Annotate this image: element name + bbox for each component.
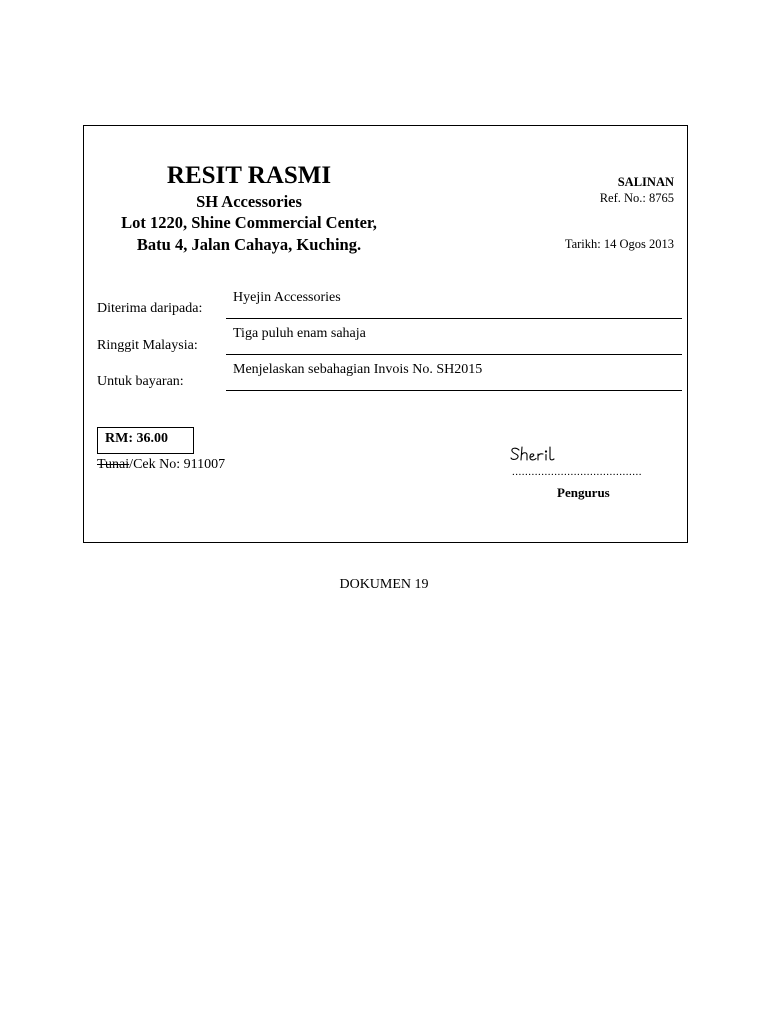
purpose-line: [226, 355, 682, 391]
amount-value: RM: 36.00: [105, 431, 168, 446]
amount-box: [97, 427, 194, 454]
purpose-value: Menjelaskan sebahagian Invois No. SH2015: [233, 362, 483, 377]
ringgit-line: [226, 319, 682, 355]
payment-separator: /: [129, 457, 134, 472]
company-name: SH Accessories: [196, 192, 302, 211]
signature-image: [509, 442, 579, 466]
ringgit-label: Ringgit Malaysia:: [97, 338, 198, 353]
official-receipt: [83, 125, 688, 543]
signatory-title: Pengurus: [557, 485, 610, 500]
company-address-line2: Batu 4, Jalan Cahaya, Kuching.: [136, 235, 362, 254]
company-address-line1: Lot 1220, Shine Commercial Center,: [121, 213, 377, 232]
purpose-label: Untuk bayaran:: [97, 374, 184, 389]
reference-number: Ref. No.: 8765: [599, 191, 674, 205]
received-from-line: [226, 283, 682, 319]
ringgit-value: Tiga puluh enam sahaja: [233, 326, 366, 341]
received-from-value: Hyejin Accessories: [233, 290, 341, 305]
cheque-number: Cek No: 911007: [133, 457, 226, 472]
receipt-date: Tarikh: 14 Ogos 2013: [564, 237, 674, 251]
payment-method: [97, 456, 225, 474]
receipt-title: RESIT RASMI: [166, 162, 332, 189]
copy-label: SALINAN: [617, 175, 674, 189]
document-caption: DOKUMEN 19: [339, 577, 429, 592]
signature-dotted-line: ........................................: [512, 466, 642, 478]
received-from-label: Diterima daripada:: [97, 301, 203, 316]
payment-cash-struck: Tunai: [97, 457, 130, 472]
